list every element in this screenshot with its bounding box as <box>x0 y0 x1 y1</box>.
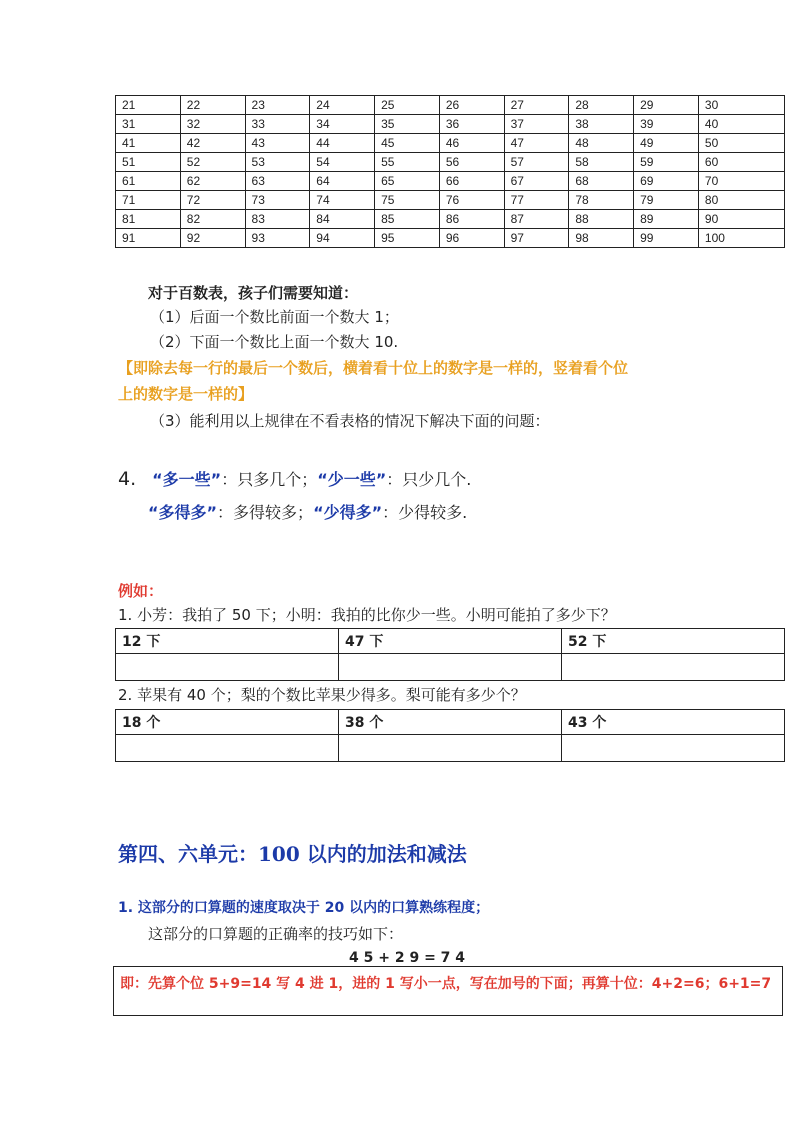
hundred-table-cell: 50 <box>698 134 784 153</box>
hundred-table-cell: 23 <box>245 96 310 115</box>
hundred-table-cell: 88 <box>569 210 634 229</box>
hundred-table-cell: 91 <box>116 229 181 248</box>
hundred-table-cell: 67 <box>504 172 569 191</box>
question-1-options <box>115 628 785 681</box>
hundred-table-cell: 31 <box>116 115 181 134</box>
note-line-1: 【即除去每一行的最后一个数后，横着看十位上的数字是一样的，竖着看个位 <box>118 359 629 377</box>
term-more-some: “多一些” <box>152 470 222 489</box>
hundred-table-cell: 41 <box>116 134 181 153</box>
hundred-table-row <box>116 229 785 248</box>
hundred-table-row <box>116 153 785 172</box>
hundred-table-cell: 93 <box>245 229 310 248</box>
hundred-table-cell: 94 <box>310 229 375 248</box>
example-label: 例如： <box>118 582 164 600</box>
hundred-table-cell: 46 <box>439 134 504 153</box>
q1-answer-c[interactable] <box>562 654 785 681</box>
hundred-table-cell: 89 <box>634 210 699 229</box>
hundred-table-row <box>116 96 785 115</box>
hundred-table-cell: 57 <box>504 153 569 172</box>
hundred-table-cell: 33 <box>245 115 310 134</box>
hundred-table-cell: 26 <box>439 96 504 115</box>
q1-option-c: 52 下 <box>562 629 785 654</box>
rule-3: （3）能利用以上规律在不看表格的情况下解决下面的问题： <box>150 412 550 430</box>
hundred-table-cell: 92 <box>180 229 245 248</box>
hundred-table-cell: 55 <box>375 153 440 172</box>
question-2-options <box>115 709 785 762</box>
hundred-table-cell: 51 <box>116 153 181 172</box>
sub-heading-1: 1. 这部分的口算题的速度取决于 20 以内的口算熟练程度； <box>118 900 490 916</box>
tip-intro: 这部分的口算题的正确率的技巧如下： <box>148 925 404 943</box>
hundred-table-row <box>116 134 785 153</box>
question-2: 2. 苹果有 40 个；梨的个数比苹果少得多。梨可能有多少个？ <box>118 686 526 704</box>
hundred-table-cell: 84 <box>310 210 375 229</box>
q2-answer-a[interactable] <box>116 735 339 762</box>
section-4-line-2 <box>148 502 467 524</box>
hundred-table-cell: 21 <box>116 96 181 115</box>
note-line-2: 上的数字是一样的】 <box>118 385 254 403</box>
hundred-table-cell: 69 <box>634 172 699 191</box>
hundred-table-cell: 75 <box>375 191 440 210</box>
hundred-table-cell: 52 <box>180 153 245 172</box>
hundred-table-cell: 76 <box>439 191 504 210</box>
hundred-table-cell: 82 <box>180 210 245 229</box>
hundred-table-cell: 85 <box>375 210 440 229</box>
hundred-table-cell: 40 <box>698 115 784 134</box>
equation: 4 5 + 2 9 = 7 4 <box>349 950 466 966</box>
hundred-table-cell: 59 <box>634 153 699 172</box>
term-less-some-desc: ：只少几个. <box>386 470 472 489</box>
explanation-text: 即：先算个位 5+9=14 写 4 进 1，进的 1 写小一点，写在加号的下面；再算十位：4+2=6；6+1=7 <box>120 976 772 992</box>
hundred-table-cell: 35 <box>375 115 440 134</box>
q1-answer-b[interactable] <box>339 654 562 681</box>
term-less-much-desc: ：少得较多. <box>382 503 468 522</box>
hundred-table-cell: 79 <box>634 191 699 210</box>
hundred-table-cell: 24 <box>310 96 375 115</box>
hundred-table-cell: 78 <box>569 191 634 210</box>
hundred-table-cell: 100 <box>698 229 784 248</box>
q2-answer-b[interactable] <box>339 735 562 762</box>
term-less-some: “少一些” <box>317 470 387 489</box>
hundred-table-cell: 42 <box>180 134 245 153</box>
hundred-table-cell: 77 <box>504 191 569 210</box>
hundred-number-table <box>115 95 785 248</box>
hundred-table-cell: 45 <box>375 134 440 153</box>
q1-option-b: 47 下 <box>339 629 562 654</box>
hundred-table-cell: 87 <box>504 210 569 229</box>
hundred-table-cell: 38 <box>569 115 634 134</box>
unit-heading: 第四、六单元：100 以内的加法和减法 <box>118 842 467 866</box>
explanation-box <box>113 966 783 1016</box>
hundred-table-cell: 99 <box>634 229 699 248</box>
hundred-table-cell: 72 <box>180 191 245 210</box>
hundred-table-cell: 34 <box>310 115 375 134</box>
hundred-table-cell: 30 <box>698 96 784 115</box>
hundred-table-cell: 22 <box>180 96 245 115</box>
hundred-table-cell: 62 <box>180 172 245 191</box>
hundred-table-row <box>116 191 785 210</box>
hundred-table-cell: 37 <box>504 115 569 134</box>
q1-option-a: 12 下 <box>116 629 339 654</box>
hundred-table-cell: 61 <box>116 172 181 191</box>
hundred-intro: 对于百数表，孩子们需要知道： <box>148 284 359 302</box>
hundred-table-cell: 25 <box>375 96 440 115</box>
hundred-table-cell: 71 <box>116 191 181 210</box>
hundred-table-cell: 97 <box>504 229 569 248</box>
q2-answer-c[interactable] <box>562 735 785 762</box>
term-more-much: “多得多” <box>148 503 218 522</box>
hundred-table-cell: 74 <box>310 191 375 210</box>
hundred-table-cell: 53 <box>245 153 310 172</box>
hundred-table-cell: 36 <box>439 115 504 134</box>
hundred-table-cell: 49 <box>634 134 699 153</box>
term-less-much: “少得多” <box>313 503 383 522</box>
hundred-table-cell: 68 <box>569 172 634 191</box>
hundred-table-cell: 28 <box>569 96 634 115</box>
section-4-line-1 <box>118 468 471 491</box>
hundred-table-cell: 80 <box>698 191 784 210</box>
hundred-table-cell: 60 <box>698 153 784 172</box>
rule-1: （1）后面一个数比前面一个数大 1； <box>150 308 399 326</box>
hundred-table-cell: 29 <box>634 96 699 115</box>
hundred-table-cell: 54 <box>310 153 375 172</box>
q2-option-a: 18 个 <box>116 710 339 735</box>
term-more-much-desc: ：多得较多； <box>217 503 314 522</box>
hundred-table-cell: 86 <box>439 210 504 229</box>
hundred-table-row <box>116 115 785 134</box>
hundred-table-cell: 47 <box>504 134 569 153</box>
q2-option-c: 43 个 <box>562 710 785 735</box>
hundred-table-cell: 98 <box>569 229 634 248</box>
section-number: 4. <box>118 468 137 490</box>
hundred-table-cell: 48 <box>569 134 634 153</box>
term-more-some-desc: ：只多几个； <box>221 470 318 489</box>
rule-2: （2）下面一个数比上面一个数大 10. <box>150 333 399 351</box>
hundred-table-cell: 56 <box>439 153 504 172</box>
hundred-table-cell: 66 <box>439 172 504 191</box>
hundred-table-cell: 64 <box>310 172 375 191</box>
hundred-table-cell: 58 <box>569 153 634 172</box>
hundred-table-row <box>116 172 785 191</box>
hundred-table-cell: 39 <box>634 115 699 134</box>
q2-option-b: 38 个 <box>339 710 562 735</box>
hundred-table-cell: 65 <box>375 172 440 191</box>
hundred-table-row <box>116 210 785 229</box>
hundred-table-cell: 83 <box>245 210 310 229</box>
hundred-table-cell: 70 <box>698 172 784 191</box>
hundred-table-cell: 73 <box>245 191 310 210</box>
hundred-table-cell: 63 <box>245 172 310 191</box>
hundred-table-cell: 32 <box>180 115 245 134</box>
hundred-table-cell: 95 <box>375 229 440 248</box>
hundred-table-cell: 90 <box>698 210 784 229</box>
hundred-table-cell: 81 <box>116 210 181 229</box>
q1-answer-a[interactable] <box>116 654 339 681</box>
hundred-table-cell: 43 <box>245 134 310 153</box>
hundred-table-cell: 27 <box>504 96 569 115</box>
question-1: 1. 小芳：我拍了 50 下；小明：我拍的比你少一些。小明可能拍了多少下？ <box>118 606 616 624</box>
hundred-table-cell: 44 <box>310 134 375 153</box>
hundred-table-cell: 96 <box>439 229 504 248</box>
